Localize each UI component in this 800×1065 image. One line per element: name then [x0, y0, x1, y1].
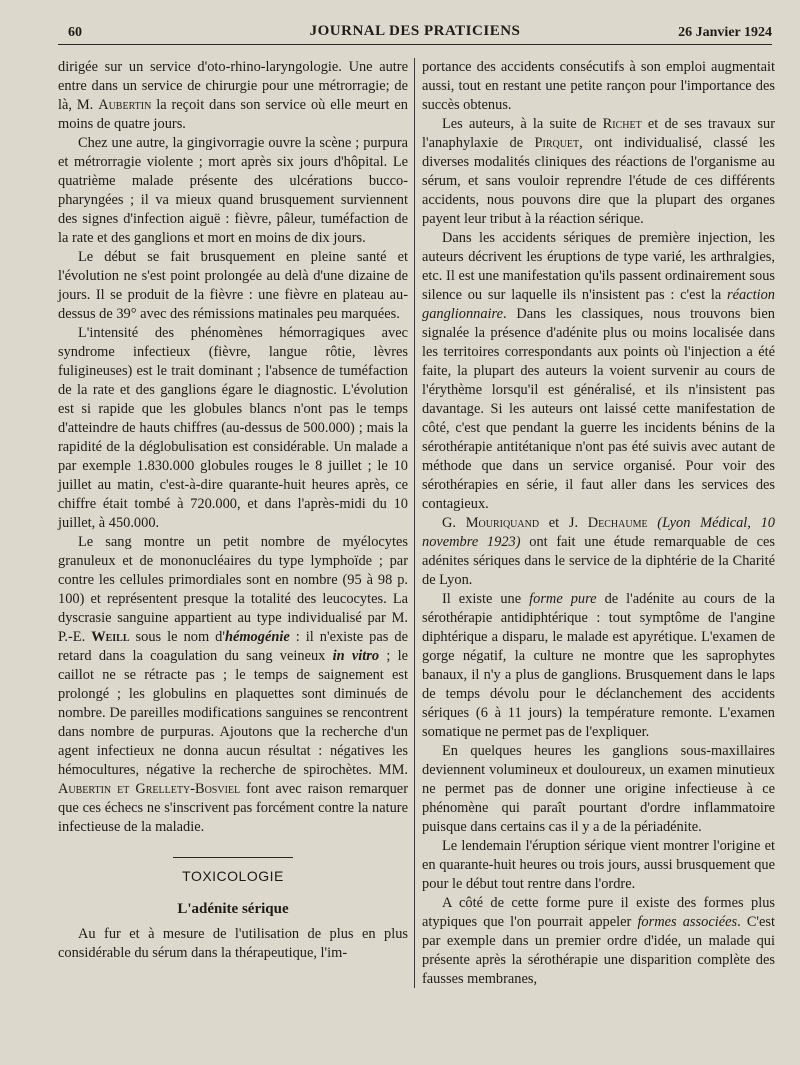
paragraph: Il existe une forme pure de l'adénite au cours de la sérothérapie antidiphtérique : tout symptôme de l'angine diphtérique a disparu, le malade est apyrétique. L'examen de gorge négatif, la culture ne montre que les saprophytes banaux, il n'y a plus de ganglions. Brusquement dans le laps de temps dévolu pour le déclanchement des accidents sériques (6 à 11 jours) la température remonte. L'examen somatique ne permet pas de l'expliquer. [422, 591, 775, 740]
paragraph: Dans les accidents sériques de première injection, les auteurs décrivent les éruptions de type varié, les arthralgies, etc. Il est une manifestation qu'ils passent ordinairement sous silence ou sur laquelle ils n'insistent pas : c'est la réaction ganglionnaire. Dans les classiques, nous trouvons bien signalée la présence d'adénite plus ou moins localisée dans les territoires correspondants aux points où l'injection a été faite, la plupart des auteurs la voient survenir au cours de l'érythème lorsqu'il est généralisé, et ils n'insistent pas davantage. Si les auteurs ont laissé cette manifestation de côté, c'est que pendant la guerre les incidents bénins de la sérothérapie antitétanique n'ont pas été suivis avec autant de méthode que dans un service organisé. Pour voir des sérothérapies en série, il faut aller dans les services des contagieux. [422, 230, 775, 512]
section-heading: TOXICOLOGIE [173, 857, 293, 886]
paragraph: A côté de cette forme pure il existe des formes plus atypiques que l'on pourrait appeler formes associées. C'est par exemple dans un premier ordre d'idée, un malade qui présente après la sérothérapie une disparition complète des fausses membranes, [422, 895, 775, 987]
page-header [58, 22, 772, 45]
issue-date: 26 Janvier 1924 [678, 25, 772, 40]
paragraph: En quelques heures les ganglions sous-maxillaires deviennent volumineux et douloureux, un examen minutieux ne permet pas de donner une origine infectieuse à ce phénomène qui paraît pourtant d'ordre inflammatoire puisque dans certains cas il y a de la périadénite. [422, 743, 775, 835]
paragraph: Le sang montre un petit nombre de myélocytes granuleux et de mononucléaires du type lymphoïde ; par contre les cellules primordiales sont en nombre (95 à 98 p. 100) et représentent presque la totalité des leucocytes. La dyscrasie sanguine appartient au type individualisé par M. P.-E. Weill sous le nom d'hémogénie : il n'existe pas de retard dans la coagulation du sang veineux in vitro ; le caillot ne se rétracte pas ; le temps de saignement est prolongé ; les globulins en plaquettes sont diminués de nombre. De pareilles modifications sanguines se rencontrent dans nombre de purpuras. Ajoutons que la recherche d'un agent infectieux ne donna aucun résultat : négatives les hémocultures, négative la recherche de spirochètes. MM. Aubertin et Grellety-Bosviel font avec raison remarquer que ces échecs ne s'inscrivent pas forcément contre la nature infectieuse de la maladie. [58, 534, 408, 835]
left-column [58, 58, 408, 963]
column-divider [414, 58, 415, 988]
paragraph: portance des accidents consécutifs à son emploi augmentait aussi, tout en restant une petite rançon pour l'importance des succès obtenus. [422, 59, 775, 113]
paragraph: Chez une autre, la gingivorragie ouvre la scène ; purpura et métrorragie violente ; mort après six jours d'hôpital. Le quatrième malade présente des ulcérations bucco-pharyngées ; il va mieux quand brusquement surviennent des signes d'infection aiguë : fièvre, pâleur, tuméfaction de la rate et des ganglions et mort en moins de dix jours. [58, 135, 408, 246]
article-title: L'adénite sérique [177, 901, 289, 917]
paragraph: Le début se fait brusquement en pleine santé et l'évolution ne s'est point prolongée au delà d'une dizaine de jours. Il se produit de la fièvre : une fièvre en plateau au-dessus de 39° avec des rémissions matinales peu marquées. [58, 249, 408, 322]
paragraph: dirigée sur un service d'oto-rhino-laryngologie. Une autre entre dans un service de chirurgie pour une métrorragie; de là, M. Aubertin la reçoit dans son service où elle meurt en moins de quatre jours. [58, 59, 408, 132]
right-column [422, 58, 775, 989]
paragraph: Au fur et à mesure de l'utilisation de plus en plus considérable du sérum dans la thérapeutique, l'im- [58, 926, 408, 961]
paragraph: Les auteurs, à la suite de Richet et de ses travaux sur l'anaphylaxie de Pirquet, ont individualisé, classé les diverses modalités cliniques des réactions de l'organisme au sérum, et sans vouloir reprendre l'étude de ces différents accidents, nous pouvons dire que la plupart des organes payent leur tribut à la réaction sérique. [422, 116, 775, 227]
paragraph: G. Mouriquand et J. Dechaume (Lyon Médical, 10 novembre 1923) ont fait une étude remarquable de ces adénites sériques dans le service de la diphtérie de la Charité de Lyon. [422, 515, 775, 588]
paragraph: L'intensité des phénomènes hémorragiques avec syndrome infectieux (fièvre, langue rôtie, lèvres fuligineuses) est le trait dominant ; l'absence de tuméfaction de la rate et des ganglions égare le diagnostic. L'évolution est si rapide que les globules blancs n'ont pas le temps d'atteindre de hauts chiffres (au-dessus de 500.000) ; mais la rapidité de la déglobulisation est considérable. Un malade a par exemple 1.830.000 globules rouges le 8 juillet ; le 10 juillet au matin, c'est-à-dire quarante-huit heures après, ce chiffre était tombé à 720.000, et dans l'après-midi du 10 juillet, à 450.000. [58, 325, 408, 531]
page-number: 60 [68, 25, 82, 40]
journal-title: JOURNAL DES PRATICIENS [309, 23, 521, 39]
paragraph: Le lendemain l'éruption sérique vient montrer l'origine et en quarante-huit heures ou trois jours, aussi brusquement que pour le début tout rentre dans l'ordre. [422, 838, 775, 892]
